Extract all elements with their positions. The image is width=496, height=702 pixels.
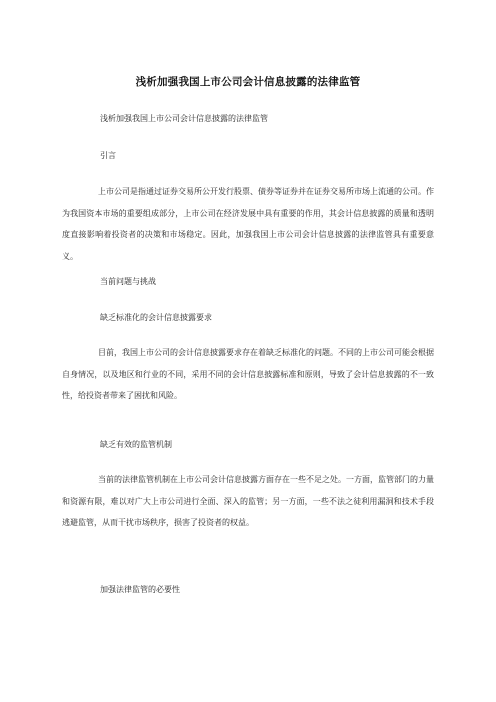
intro-paragraph: 上市公司是指通过证券交易所公开发行股票、债券等证券并在证券交易所市场上流通的公司。作为我国资本市场的重要组成部分，上市公司在经济发展中具有重要的作用，其会计信息披露的质量和透明度直接影响着投资者的决策和市场稳定。因此，加强我国上市公司会计信息披露的法律监管具有重要意义。 xyxy=(62,187,434,261)
section-heading-necessity: 加强法律监管的必要性 xyxy=(100,585,180,594)
intro-heading: 引言 xyxy=(100,151,116,160)
subsection-heading-standardization: 缺乏标准化的会计信息披露要求 xyxy=(100,313,212,322)
subsection-heading-supervision: 缺乏有效的监管机制 xyxy=(100,440,172,449)
standardization-paragraph: 目前，我国上市公司的会计信息披露要求存在着缺乏标准化的问题。不同的上市公司可能会根据自身情况，以及地区和行业的不同，采用不同的会计信息披露标准和原则，导致了会计信息披露的不一致性，给投资者带来了困扰和风险。 xyxy=(62,348,434,400)
section-heading-problems: 当前问题与挑战 xyxy=(100,277,156,286)
document-title: 浅析加强我国上市公司会计信息披露的法律监管 xyxy=(135,76,361,88)
document-subtitle: 浅析加强我国上市公司会计信息披露的法律监管 xyxy=(100,114,268,123)
supervision-paragraph: 当前的法律监管机制在上市公司会计信息披露方面存在一些不足之处。一方面，监管部门的力量和资源有限，难以对广大上市公司进行全面、深入的监管；另一方面，一些不法之徒利用漏洞和技术手段逃避监管，从而干扰市场秩序，损害了投资者的权益。 xyxy=(62,475,434,527)
